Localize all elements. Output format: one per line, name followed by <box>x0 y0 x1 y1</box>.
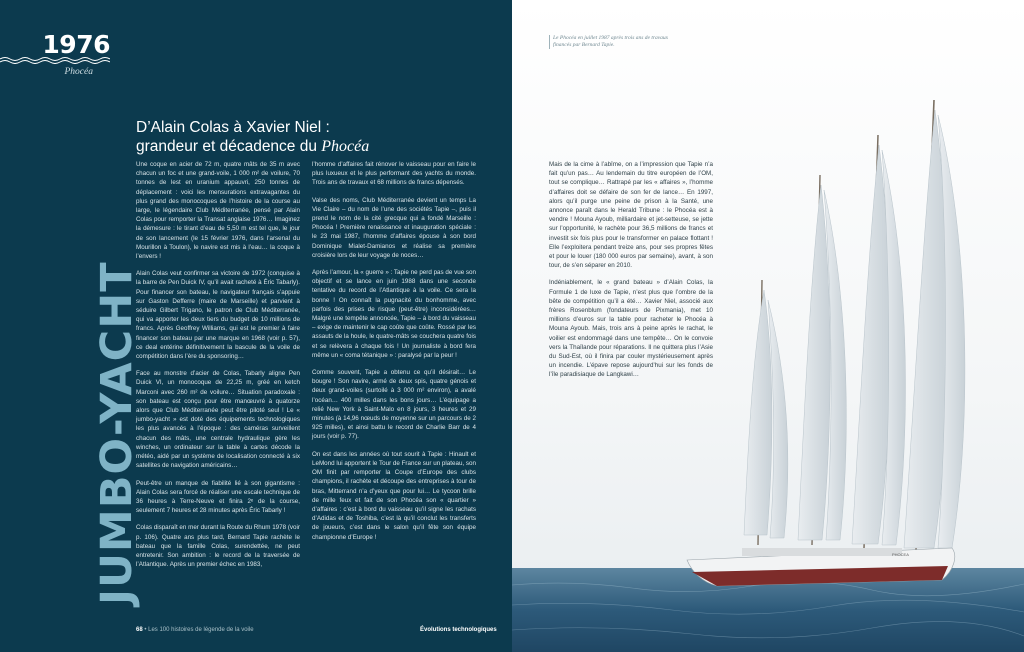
paragraph: Une coque en acier de 72 m, quatre mâts de 35 m avec chacun un foc et une grand-voile, 1 000 m² de voilure, 70 tonnes de lest en uranium appauvri, 250 tonnes de déplacement : voici les mensurations extravagantes du plus grand des monocoques de l’histoire de la course au large, le légendaire Club Méditerranée, pensé par Alain Colas pour remporter la Transat anglaise 1976… Imaginez la démesure : le tirant d’eau de 5,50 m est tel que, le jour de son lancement (le 15 février 1976, dans l’arsenal du Mourillon à Toulon), le navire est mis à l’eau… la coque à l’envers ! <box>136 161 300 261</box>
paragraph: l’homme d’affaires fait rénover le vaisseau pour en faire le plus luxueux et le plus performant des yachts du monde. Trois ans de travaux et 68 millions de francs dépensés. <box>312 161 476 187</box>
sails <box>744 110 965 548</box>
text-column-1 <box>136 160 300 577</box>
paragraph: Mais de la cime à l’abîme, on a l’impression que Tapie n’a fait qu’un pas… Au lendemain du titre européen de l’OM, tout se complique… Rattrapé par les « affaires », l’homme d’affaires doit se défaire de son fer de lance… En 1997, alors qu’il purge une peine de prison à la Santé, une annonce paraît dans le Herald Tribune : le Phocéa est à vendre ! Mouna Ayoub, milliardaire et jet-setteuse, se jette sur l’opportunité, le rachète pour 36,5 millions de francs et investit six fois plus pour le transformer en palace flottant ! Elle l’exploitera pendant treize ans, pour ses propres fêtes et pour le louer (180 000 euros par semaine), avant, à son tour, de s’en séparer en 2010. <box>549 161 713 270</box>
page-number: 68 <box>136 627 143 633</box>
paragraph: Comme souvent, Tapie a obtenu ce qu’il désirait… Le bougre ! Son navire, armé de deux spis, quatre génois et deux grand-voiles (surtoilé à 3 000 m² environ), a avalé l’océan… 400 milles dans les bons jours… L’équipage a relié New York à Saint-Malo en 8 jours, 3 heures et 29 minutes (à 14,96 nœuds de moyenne sur un parcours de 2 925 milles), et ainsi battu le record de Charlie Barr de 4 jours (voir p. 77). <box>312 369 476 441</box>
hull-name: PHOCEA <box>892 552 909 557</box>
text-column-3 <box>549 160 713 388</box>
page-footer <box>136 627 254 633</box>
photo-caption: Le Phocéa en juillet 1987 après trois ans de travaux financés par Bernard Tapie. <box>549 35 683 49</box>
headline <box>136 118 436 156</box>
headline-line1: D’Alain Colas à Xavier Niel : <box>136 119 330 136</box>
headline-line2-prefix: grandeur et décadence du <box>136 138 322 155</box>
hull <box>687 548 955 586</box>
book-title: • Les 100 histoires de légende de la voile <box>144 627 254 633</box>
boat-name: Phocéa <box>64 67 93 77</box>
paragraph: Face au monstre d’acier de Colas, Tabarly aligne Pen Duick VI, un monocoque de 22,25 m, gréé en ketch Marconi avec 260 m² de voilure… Situation paradoxale : son bateau est conçu pour être manœuvré à quatorze alors que Club Méditerranée peut être piloté seul ! Le « jumbo-yacht » est doté des équipements technologiques les plus avancés à l’époque : des caméras surveillent chacun des mâts, une centrale hydraulique gère les winches, un ordinateur sur la table à cartes décode la météo, aidé par un système de localisation connecté à six satellites de navigation américains… <box>136 370 300 470</box>
paragraph: Peut-être un manque de fiabilité lié à son gigantisme : Alain Colas sera forcé de réaliser une escale technique de 36 heures à Terre-Neuve et finira 2ᵉ de la course, seulement 7 heures et 28 minutes après Éric Tabarly ! <box>136 479 300 515</box>
wave-ornament <box>0 56 110 64</box>
paragraph: Valse des noms, Club Méditerranée devient un temps La Vie Claire – du nom de l’une des sociétés Tapie –, puis il prend le nom de la cité grecque qui a fondé Marseille : Phocéa ! Première renaissance et inauguration spéciale : le 23 mai 1987, l’homme d’affaires épouse à son bord Dominique Mialet-Damianos et réalise sa première croisière lors de leur voyage de noces… <box>312 196 476 259</box>
text-column-2 <box>312 160 476 550</box>
vertical-title: JUMBO-YACHT <box>92 261 142 605</box>
paragraph: Indéniablement, le « grand bateau » d’Alain Colas, la Formule 1 de luxe de Tapie, n’est plus que l’ombre de la bête de compétition qu’il a été… Xavier Niel, associé aux frères Rosenblum (fondateurs de Pixmania), met 10 millions d’euros sur la table pour racheter le Phocéa à Mouna Ayoub. Mais, trois ans à peine après le rachat, le voilier est endommagé dans une tempête… On le convoie vers la Thaïlande pour réparations. Il ne quittera plus l’Asie du Sud-Est, où il finira par couler mystérieusement après un incendie. L’épave repose aujourd’hui sur les fonds de l’île paradisiaque de Langkawi… <box>549 279 713 379</box>
paragraph: Alain Colas veut confirmer sa victoire de 1972 (conquise à la barre de Pen Duick IV, qu’il avait racheté à Éric Tabarly). Pour financer son bateau, le navigateur français s’appuie sur Gaston Defferre (maire de Marseille) et parvient à séduire Gilbert Trigano, le patron de Club Méditerranée, qui va apporter les deux tiers du budget de 10 millions de francs. Après Geoffrey Williams, qui est le premier à faire financer son bateau par une marque en 1968 (voir p. 57), ce deal entérine définitivement la bascule de la voile de compétition dans l’ère du sponsoring… <box>136 270 300 361</box>
section-label: Évolutions technologiques <box>420 627 497 633</box>
headline-line2-italic: Phocéa <box>321 138 370 155</box>
paragraph: Après l’amour, la « guerre » : Tapie ne perd pas de vue son objectif et se lance en juin 1988 dans une seconde tentative du record de l’Atlantique à la voile. Ce sera la bonne ! On connaît la pugnacité du bonhomme, avec parfois des prises de risque (peut-être) inconsidérées… Malgré une tempête annoncée, Tapie – à bord du vaisseau – exige de maintenir le cap coûte que coûte. Rossé par les assauts de la houle, le quatre-mâts se couchera quatre fois et se relèvera à chaque fois ! Un journaliste à bord fera même un « coma tétanique » : paralysé par la peur ! <box>312 269 476 359</box>
paragraph: Colas disparaît en mer durant la Route du Rhum 1978 (voir p. 106). Quatre ans plus tard, Bernard Tapie rachète le bateau que la famille Colas, surendettée, ne peut entretenir. Son ambition : le record de la traversée de l’Atlantique. Après un premier échec en 1983, <box>136 524 300 569</box>
year-label: 1976 <box>42 30 110 59</box>
right-page <box>512 0 1024 652</box>
paragraph: On est dans les années où tout sourit à Tapie : Hinault et LeMond lui apportent le Tour de France sur un plateau, son OM finit par remporter la Coupe d’Europe des clubs champions, il rachète et découpe des entreprises à tour de bras, Mitterrand n’a d’yeux que pour lui… Le tycoon brille de mille feux et fait de son Phocéa son « quartier » d’affaires : c’est à bord du vaisseau qu’il signe les rachats d’Adidas et de Toshiba, c’est là qu’il conclut les transferts de joueurs, c’est dans le salon qu’il fête son équipe championne d’Europe ! <box>312 450 476 541</box>
